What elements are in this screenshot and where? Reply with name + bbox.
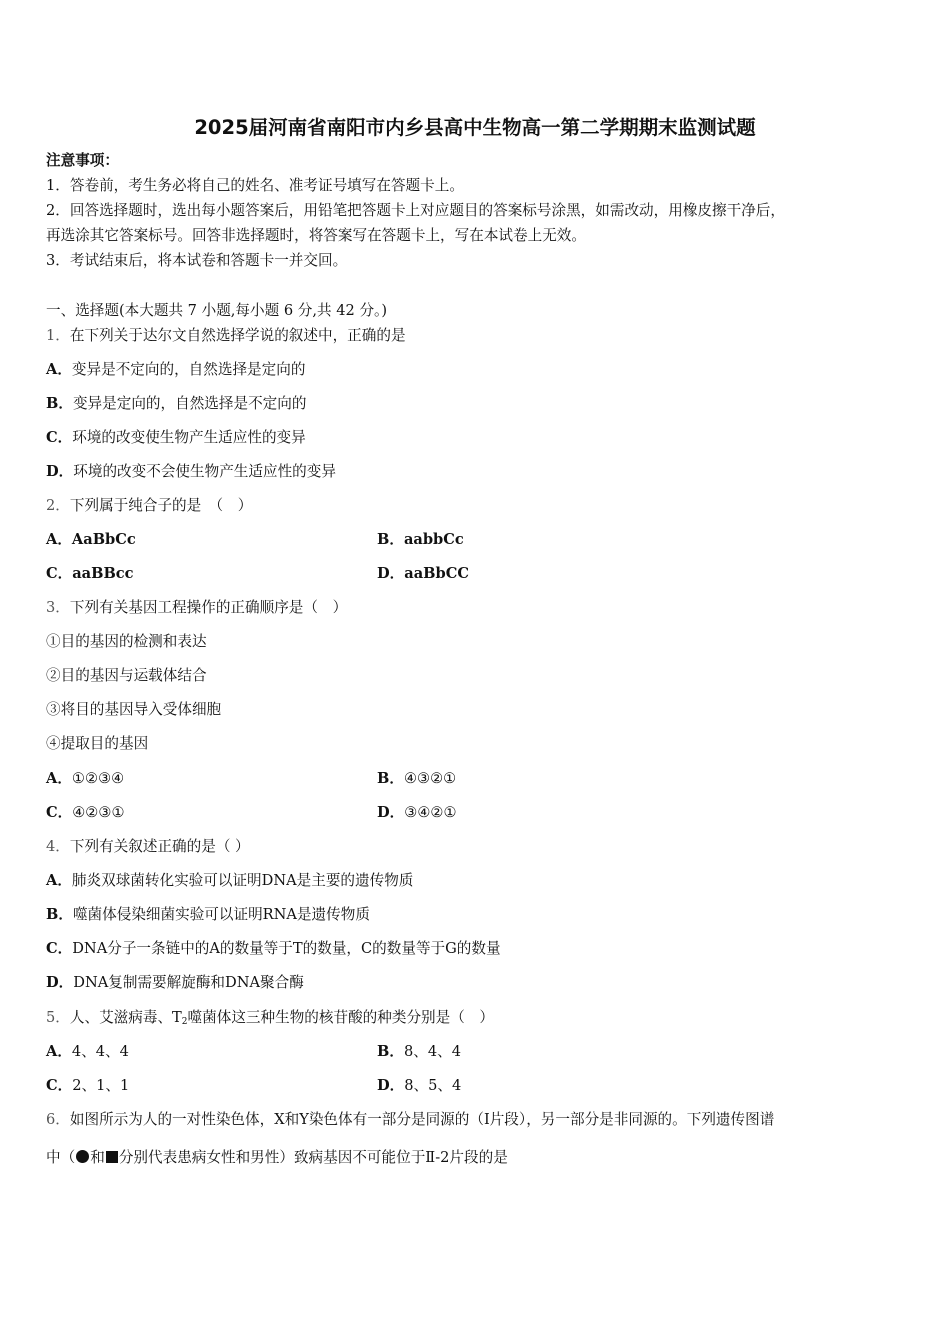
- option-text: AaBbCc: [71, 531, 136, 548]
- step-item: ④提取目的基因: [46, 735, 149, 752]
- option-d: [46, 973, 304, 993]
- option-text: 环境的改变使生物产生适应性的变异: [72, 429, 306, 446]
- question-stem: 人、艾滋病毒、T: [69, 1009, 182, 1026]
- notice-item: 2．回答选择题时，选出每小题答案后，用铅笔把答题卡上对应题目的答案标号涂黑，如需改动，用橡皮擦干净后，: [46, 202, 785, 219]
- option-label: C．: [46, 940, 73, 957]
- filled-square-icon: [106, 1151, 118, 1163]
- option-text: 变异是定向的，自然选择是不定向的: [72, 395, 307, 412]
- option-text: ③④②①: [404, 804, 457, 821]
- question-stem: 在下列关于达尔文自然选择学说的叙述中，正确的是: [69, 327, 406, 344]
- notice-heading: 注意事项：: [46, 152, 119, 169]
- option-text: 2、1、1: [72, 1077, 130, 1094]
- notice-item: 再选涂其它答案标号。回答非选择题时，将答案写在答题卡上，写在本试卷上无效。: [46, 227, 586, 244]
- option-label: D．: [46, 463, 74, 480]
- question-number: 3．: [46, 599, 70, 616]
- option-c: [46, 939, 501, 959]
- option-b: [377, 530, 464, 550]
- question-6-line-2: [46, 1148, 508, 1168]
- option-c: [46, 803, 125, 823]
- option-b: [377, 1042, 461, 1062]
- option-label: D．: [377, 565, 405, 582]
- section-heading: 一、选择题(本大题共 7 小题,每小题 6 分,共 42 分。): [46, 302, 388, 319]
- question-stem: 下列属于纯合子的是 （ ）: [69, 497, 253, 514]
- option-label: B．: [377, 531, 404, 548]
- question-number: 2．: [46, 497, 70, 514]
- option-c: [46, 1076, 129, 1096]
- question-stem: 下列有关基因工程操作的正确顺序是（ ）: [69, 599, 348, 616]
- option-text: aaBBcc: [72, 565, 134, 582]
- question-stem-cont: 分别代表患病女性和男性）致病基因不可能位于Ⅱ-2片段的是: [118, 1149, 508, 1166]
- option-label: C．: [46, 429, 73, 446]
- option-label: A．: [46, 770, 72, 787]
- question-4: [46, 837, 250, 857]
- option-b: [46, 905, 370, 925]
- option-d: [377, 564, 469, 584]
- question-stem: 如图所示为人的一对性染色体，X和Y染色体有一部分是同源的（Ⅰ片段），另一部分是非同源的。下列遗传图谱: [69, 1111, 775, 1128]
- option-a: [46, 530, 136, 550]
- option-text: ④②③①: [72, 804, 125, 821]
- option-label: D．: [377, 804, 405, 821]
- step-item: ③将目的基因导入受体细胞: [46, 701, 222, 718]
- question-2: [46, 496, 252, 516]
- question-stem-cont: 噬菌体这三种生物的核苷酸的种类分别是（ ）: [187, 1009, 495, 1026]
- question-number: 1．: [46, 327, 70, 344]
- question-stem-cont: 中（: [46, 1149, 76, 1166]
- question-number: 4．: [46, 838, 70, 855]
- option-label: C．: [46, 1077, 73, 1094]
- option-a: [46, 871, 413, 891]
- option-label: A．: [46, 872, 72, 889]
- option-label: A．: [46, 1043, 72, 1060]
- option-b: [377, 769, 456, 789]
- option-label: B．: [377, 1043, 404, 1060]
- option-d: [46, 462, 336, 482]
- option-text: DNA分子一条链中的A的数量等于T的数量，C的数量等于G的数量: [72, 940, 501, 957]
- option-text: ①②③④: [71, 770, 125, 787]
- option-text: 8、5、4: [404, 1077, 462, 1094]
- option-label: B．: [46, 906, 73, 923]
- option-text: DNA复制需要解旋酶和DNA聚合酶: [73, 974, 304, 991]
- option-label: A．: [46, 531, 72, 548]
- filled-circle-icon: [76, 1150, 89, 1163]
- option-label: A．: [46, 361, 72, 378]
- question-6: [46, 1110, 774, 1130]
- option-text: aaBbCC: [404, 565, 469, 582]
- subscript: 2: [181, 1017, 188, 1027]
- question-stem-cont: 和: [90, 1149, 105, 1166]
- question-stem: 下列有关叙述正确的是（ ）: [69, 838, 250, 855]
- option-label: C．: [46, 565, 73, 582]
- option-text: 8、4、4: [403, 1043, 461, 1060]
- step-item: ②目的基因与运载体结合: [46, 667, 207, 684]
- notice-item: 1．答卷前，考生务必将自己的姓名、准考证号填写在答题卡上。: [46, 177, 464, 194]
- option-label: D．: [377, 1077, 405, 1094]
- option-a: [46, 769, 124, 789]
- option-text: 肺炎双球菌转化实验可以证明DNA是主要的遗传物质: [71, 872, 414, 889]
- notice-item: 3．考试结束后，将本试卷和答题卡一并交回。: [46, 252, 348, 269]
- option-label: D．: [46, 974, 74, 991]
- option-a: [46, 360, 305, 380]
- step-item: ①目的基因的检测和表达: [46, 633, 207, 650]
- option-d: [377, 1076, 461, 1096]
- option-c: [46, 428, 306, 448]
- option-label: B．: [377, 770, 404, 787]
- question-3: [46, 598, 347, 618]
- option-b: [46, 394, 306, 414]
- question-5: [46, 1008, 494, 1032]
- option-text: aabbCc: [403, 531, 464, 548]
- option-label: B．: [46, 395, 73, 412]
- option-c: [46, 564, 134, 584]
- option-label: C．: [46, 804, 73, 821]
- option-text: ④③②①: [403, 770, 457, 787]
- option-text: 噬菌体侵染细菌实验可以证明RNA是遗传物质: [72, 906, 370, 923]
- question-number: 6．: [46, 1111, 70, 1128]
- question-1: [46, 326, 406, 346]
- option-a: [46, 1042, 129, 1062]
- option-d: [377, 803, 457, 823]
- option-text: 变异是不定向的，自然选择是定向的: [71, 361, 306, 378]
- page-title: 2025届河南省南阳市内乡县高中生物高一第二学期期末监测试题: [194, 116, 756, 139]
- option-text: 环境的改变不会使生物产生适应性的变异: [73, 463, 336, 480]
- option-text: 4、4、4: [71, 1043, 129, 1060]
- question-number: 5．: [46, 1009, 70, 1026]
